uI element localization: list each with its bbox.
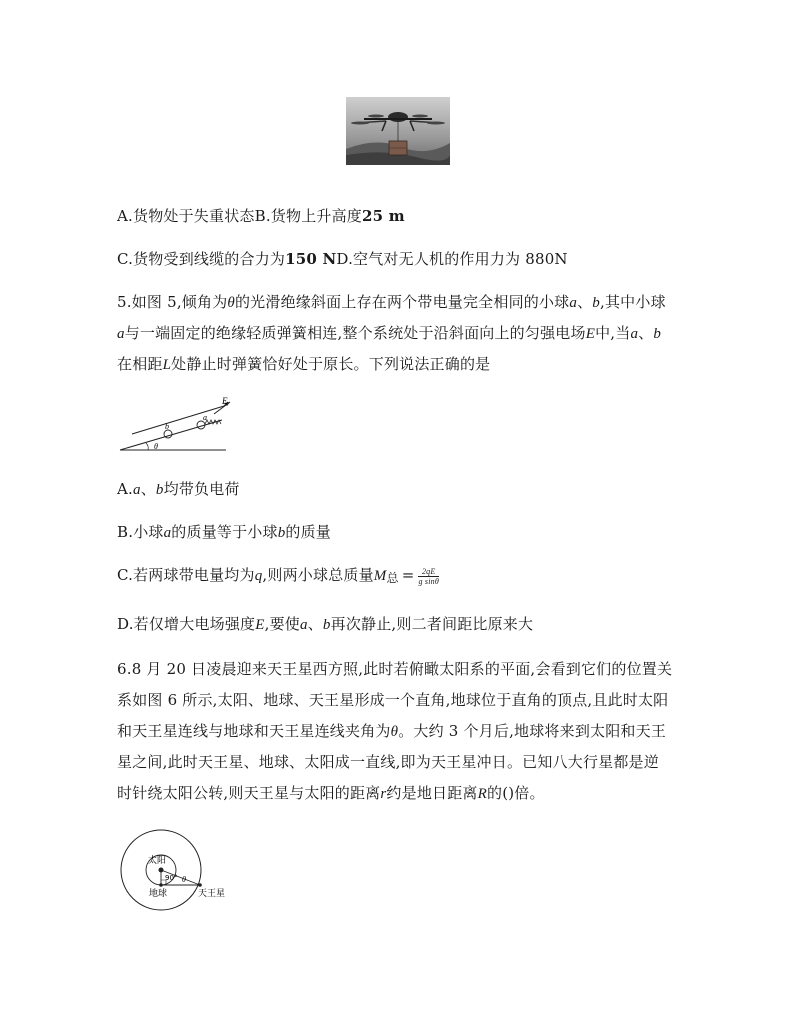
text: C.若两球带电量均为 (117, 566, 255, 584)
fraction-denominator: g sinθ (418, 576, 439, 586)
angle-label: θ (182, 875, 186, 884)
text: 时针绕太阳公转,则天王星与太阳的距离 (117, 784, 381, 802)
q5-option-b (117, 521, 331, 542)
text: 、 (307, 615, 323, 633)
symbol: E (585, 326, 596, 342)
text: 、 (638, 324, 654, 342)
right-angle-label: 90° (165, 874, 178, 882)
q4-option-d: D.空气对无人机的作用力为 880N (336, 250, 568, 268)
ball-a-label: a (203, 413, 207, 422)
text: 5.如图 5,倾角为 (117, 293, 228, 311)
symbol: a (163, 525, 172, 541)
text: 。大约 3 个月后,地球将来到太阳和天王 (398, 722, 667, 740)
q4-option-c-value: 150 N (285, 250, 337, 268)
text: 均带负电荷 (163, 480, 240, 498)
fraction (418, 567, 438, 586)
q6-stem-line3 (117, 720, 666, 741)
q5-option-a (117, 478, 240, 499)
sun-label: 太阳 (148, 856, 167, 866)
text: 在相距 (117, 355, 163, 373)
q5-stem-line3 (117, 353, 490, 374)
text: 再次静止,则二者间距比原来大 (330, 615, 534, 633)
q5-stem-line1 (117, 291, 666, 312)
text: B.小球 (117, 523, 164, 541)
text: ,其中小球 (600, 293, 666, 311)
text: A. (117, 480, 134, 498)
q5-option-c (117, 564, 439, 586)
orbit-figure (118, 826, 234, 918)
text: 中,当 (595, 324, 631, 342)
symbol: L (162, 357, 172, 373)
q6-stem-line4: 星之间,此时天王星、地球、太阳成一直线,即为天王星冲日。已知八大行星都是逆 (117, 753, 659, 771)
fraction-numerator: 2qE (418, 567, 438, 577)
symbol: a (117, 326, 125, 342)
q4-option-b-value: 25 m (362, 207, 405, 225)
earth-label: 地球 (149, 889, 168, 899)
text: ,要使 (264, 615, 301, 633)
q4-option-b-label: B.货物上升高度 (254, 207, 363, 225)
q6-stem-line1: 6.8 月 20 日凌晨迎来天王星西方照,此时若俯瞰太阳系的平面,会看到它们的位置关 (117, 660, 673, 678)
symbol: b (155, 482, 164, 498)
symbol: b (277, 525, 286, 541)
q4-option-c-label: C.货物受到线缆的合力为 (117, 250, 286, 268)
drone-photo (346, 97, 450, 165)
text: 与一端固定的绝缘轻质弹簧相连,整个系统处于沿斜面向上的匀强电场 (124, 324, 586, 342)
q5-stem-line2 (117, 322, 661, 343)
text: ,则两小球总质量 (262, 566, 374, 584)
text: 约是地日距离 (386, 784, 478, 802)
angle-label: θ (154, 442, 158, 451)
q4-option-a: A.货物处于失重状态 (117, 207, 255, 225)
symbol: θ (227, 295, 235, 311)
uranus-label: 天王星 (198, 889, 226, 899)
symbol: R (477, 786, 487, 802)
field-label: E (222, 396, 228, 406)
symbol: a (300, 617, 308, 633)
symbol: M (373, 568, 387, 584)
text: D.若仅增大电场强度 (117, 615, 256, 633)
incline-figure (118, 394, 238, 454)
text: 的质量 (285, 523, 332, 541)
q6-stem-line2: 系如图 6 所示,太阳、地球、天王星形成一个直角,地球位于直角的顶点,且此时太阳 (117, 691, 669, 709)
q4-options-cd (117, 248, 568, 269)
symbol: q (254, 568, 263, 584)
symbol: a (133, 482, 141, 498)
symbol: θ (390, 724, 399, 740)
q5-option-d (117, 613, 533, 634)
text: 、 (140, 480, 156, 498)
text: 和天王星连线与地球和天王星连线夹角为 (117, 722, 391, 740)
text: 的质量等于小球 (171, 523, 278, 541)
q6-stem-line5 (117, 782, 545, 803)
symbol: b (592, 295, 600, 311)
symbol: b (653, 326, 662, 342)
text: = (401, 566, 415, 584)
symbol: a (569, 295, 578, 311)
text: 处静止时弹簧恰好处于原长。下列说法正确的是 (171, 355, 491, 373)
q4-options-ab (117, 205, 405, 226)
text: 的光滑绝缘斜面上存在两个带电量完全相同的小球 (234, 293, 570, 311)
subscript: 总 (386, 571, 399, 585)
ball-b-label: b (165, 422, 169, 431)
text: 的()倍。 (487, 784, 545, 802)
text: 、 (577, 293, 593, 311)
symbol: a (630, 326, 639, 342)
symbol: b (322, 617, 331, 633)
symbol: E (255, 617, 265, 633)
symbol: r (380, 786, 387, 802)
